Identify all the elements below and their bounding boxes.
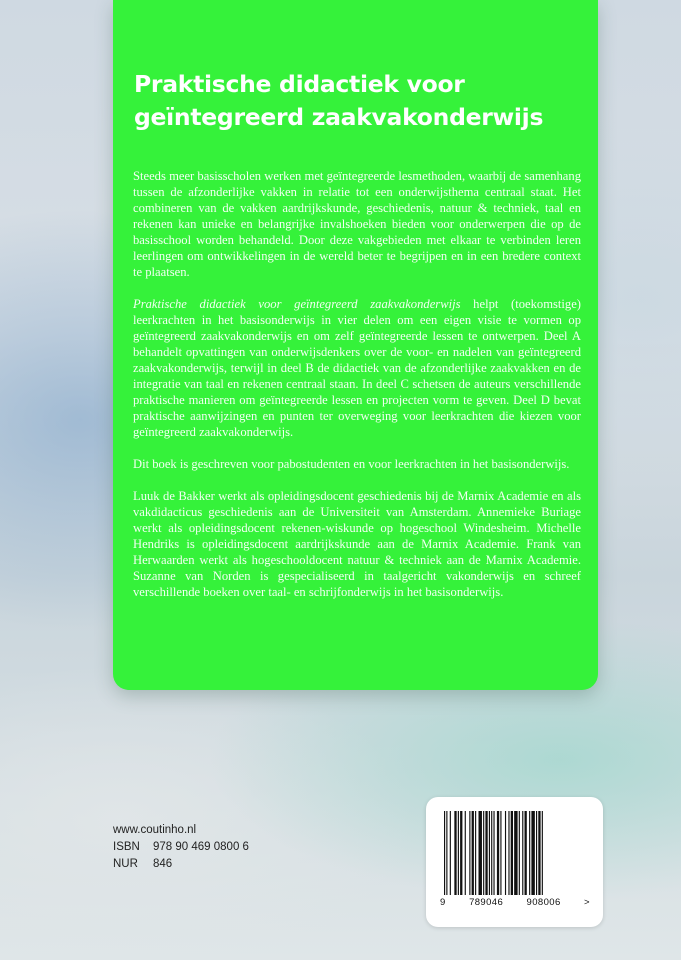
publisher-website: www.coutinho.nl: [113, 824, 197, 836]
book-title-italic: Praktische didactiek voor geïntegreerd zaakvakonderwijs: [133, 297, 461, 311]
nur-label: NUR: [113, 858, 138, 870]
nur-row: [113, 856, 249, 873]
author-bios: Luuk de Bakker werkt als opleidingsdocent geschiedenis bij de Marnix Academie en als vakdidacticus geschiedenis aan de Universiteit van Amsterdam. Annemieke Buriage werkt als opleidingsdocent rekenen-wiskunde op hogeschool Windesheim. Michelle Hendriks is opleidingsdocent aardrijkskunde aan de Marnix Academie. Frank van Herwaarden werkt als hogeschooldocent natuur & techniek aan de Marnix Academie. Suzanne van Norden is gespecialiseerd in taalgericht vakonderwijs en schreef verschillende boeken over taal- en schrijfonderwijs in het basisonderwijs.: [133, 489, 581, 599]
barcode-label: [426, 797, 603, 927]
blurb-paragraph-2-text: helpt (toekomstige) leerkrachten in het basisonderwijs in vier delen om een eigen visie te vormen op geïntegreerd zaakvakonderwijs en om zelf geïntegreerde lessen te ontwerpen. Deel A behandelt opvattingen van onderwijsdenkers over de voor- en nadelen van geïntegreerd zaakvakonderwijs, terwijl in deel B de didactiek van de afzonderlijke zaakvakken en de integratie van taal en rekenen centraal staan. In deel C schetsen de auteurs verschillende praktische manieren om geïntegreerde lessen en projecten vorm te geven. Deel D bevat praktische aanwijzingen en punten ter overweging voor leerkrachten die kiezen voor geïntegreerd zaakvakonderwijs.: [133, 297, 581, 439]
blurb-text: [133, 168, 581, 616]
isbn-value: 978 90 469 0800 6: [153, 841, 249, 853]
blurb-paragraph-2: [133, 296, 581, 440]
publisher-info: [113, 822, 249, 873]
barcode-lead-digit: 9: [440, 897, 446, 908]
title-line-2: geïntegreerd zaakvakonderwijs: [134, 103, 544, 131]
barcode-icon: [442, 811, 588, 895]
barcode-group-1: 789046: [469, 897, 504, 908]
title-line-1: Praktische didactiek voor: [134, 70, 465, 98]
blurb-paragraph-1: Steeds meer basisscholen werken met geïntegreerde lesmethoden, waarbij de samenhang tussen de afzonderlijke vakken in relatie tot een onderwijsthema centraal staat. Het combineren van de vakken aardrijkskunde, geschiedenis, natuur & techniek, taal en rekenen kan unieke en belangrijke invalshoeken bieden voor onderwerpen die op de basisschool worden behandeld. Door deze vakgebieden met elkaar te verbinden leren leerlingen om ontwikkelingen in de wereld beter te begrijpen en in een bredere context te plaatsen.: [133, 169, 581, 279]
blurb-paragraph-3: Dit boek is geschreven voor pabostudenten en voor leerkrachten in het basisonderwijs.: [133, 457, 570, 471]
isbn-row: [113, 839, 249, 856]
barcode-trail: >: [584, 897, 590, 908]
nur-value: 846: [153, 858, 173, 870]
isbn-label: ISBN: [113, 841, 140, 853]
barcode-digits: [440, 897, 590, 908]
book-title: [134, 68, 584, 134]
barcode-group-2: 908006: [526, 897, 561, 908]
